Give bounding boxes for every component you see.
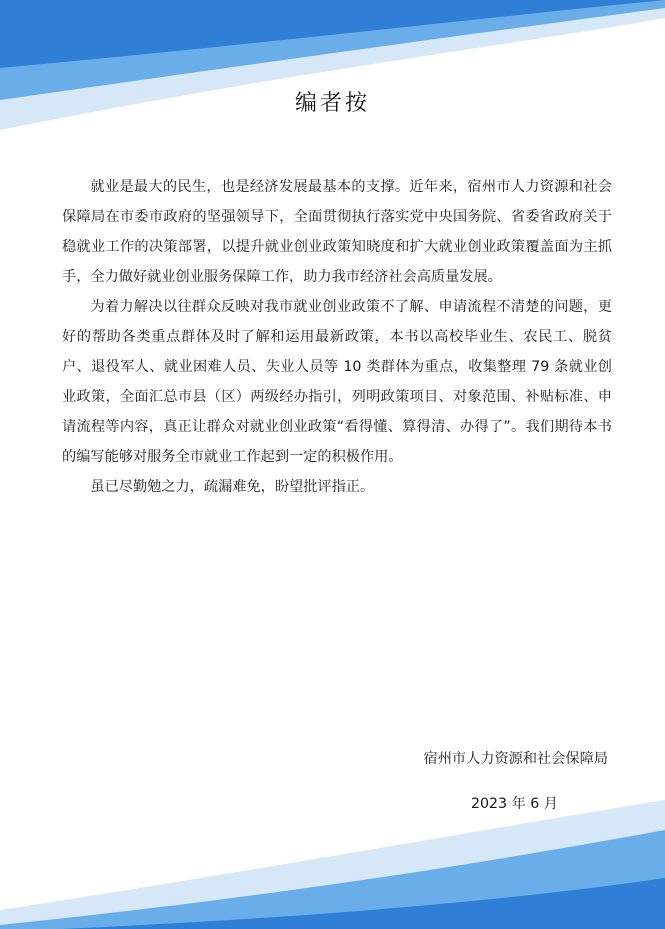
paragraph-2: 为着力解决以往群众反映对我市就业创业政策不了解、申请流程不清楚的问题，更好的帮助各类重点群体及时了解和运用最新政策，本书以高校毕业生、农民工、脱贫户、退役军人、就业困难人员、失业人员等 10 类群体为重点，收集整理 79 条就业创业政策，全面汇总市县（区）两级经办指引，列明政策项目、对象范围、补贴标准、申请流程等内容，真正让群众对就业创业政策“看得懂、算得清、办得了”。我们期待本书的编写能够对服务全市就业工作起到一定的积极作用。 xyxy=(62,299,612,465)
bottom-wave-decoration xyxy=(0,800,665,929)
body-text xyxy=(62,172,612,502)
signature-organization: 宿州市人力资源和社会保障局 xyxy=(423,751,608,767)
paragraph-3: 虽已尽勤勉之力，疏漏难免，盼望批评指正。 xyxy=(90,479,375,495)
paragraph-1: 就业是最大的民生，也是经济发展最基本的支撑。近年来，宿州市人力资源和社会保障局在市委市政府的坚强领导下，全面贯彻执行落实党中央国务院、省委省政府关于稳就业工作的决策部署，以提升就业创业政策知晓度和扩大就业创业政策覆盖面为主抓手，全力做好就业创业服务保障工作，助力我市经济社会高质量发展。 xyxy=(62,179,612,285)
signature-date: 2023 年 6 月 xyxy=(470,796,558,812)
page-title: 编者按 xyxy=(294,91,370,116)
